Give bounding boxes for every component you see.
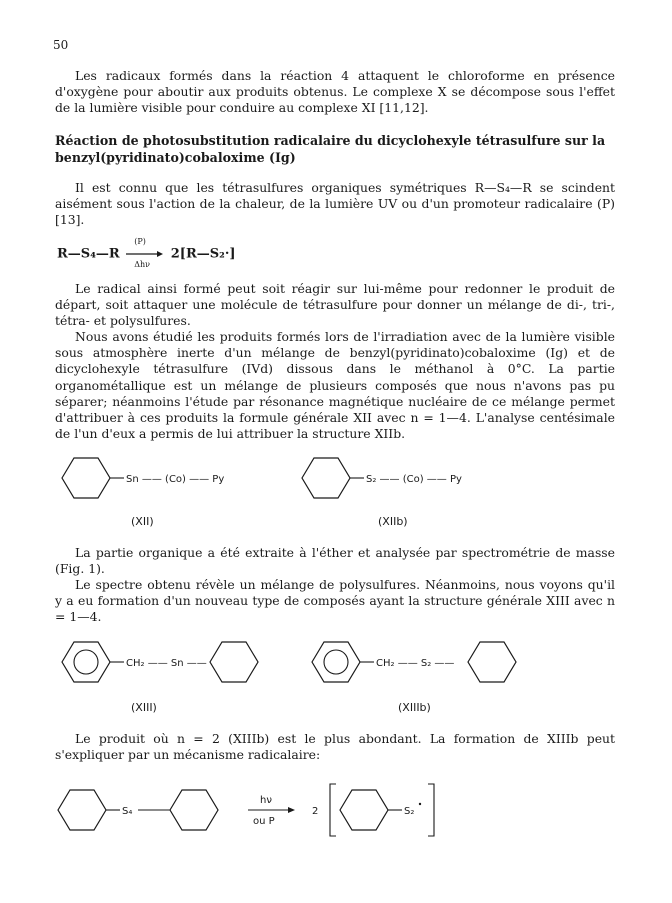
paragraph-7: Le produit où n = 2 (XIIIb) est le plus abondant. La formation de XIIIb peut s'expliquer par un mécanisme radicalaire: (55, 731, 615, 763)
structure-xiii (52, 634, 302, 694)
cyclohexane-ring-radical (340, 790, 388, 830)
label-xiii: (XIII) (131, 701, 157, 714)
paragraph-4: Nous avons étudié les produits formés lors de l'irradiation avec de la lumière visible sous atmosphère inerte d'un mélange de benzyl(pyridinato)cobaloxime (Ig) et de dicyclohexyle tétrasulfure (IVd) dissous dans le méthanol à 0°C. La partie organométallique est un mélange de plusieurs composés que nous n'avons pas pu séparer; néanmoins l'étude par résonance magnétique nucléaire de ce mélange permet d'attribuer à ces produits la formule générale XII avec n = 1—4. L'analyse centésimale de l'un d'eux a permis de lui attribuer la structure XIIb. (55, 329, 615, 442)
structure-xiiib-chain: CH₂ —— S₂ —— (376, 658, 455, 669)
mechanism-arrow-top: hν (260, 795, 272, 806)
scission-equation (57, 237, 236, 269)
paragraph-3: Le radical ainsi formé peut soit réagir sur lui-même pour redonner le produit de départ, soit attaquer une molécule de tétrasulfure pour donner un mélange de di-, tri-, tétra- et polysulfures. (55, 281, 615, 329)
mechanism-s2: S₂ (404, 806, 415, 817)
benzene-ring (62, 642, 110, 682)
equation-reactant: R—S₄—R (57, 246, 120, 262)
label-xiiib: (XIIIb) (398, 701, 431, 714)
paragraph-1: Les radicaux formés dans la réaction 4 attaquent le chloroforme en présence d'oxygène pour aboutir aux produits obtenus. Le complexe X se décompose sous l'effet de la lumière visible pour conduire au complexe XI [11,12]. (55, 68, 615, 116)
mechanism-scheme (50, 778, 470, 848)
mechanism-coefficient: 2 (312, 806, 319, 817)
reaction-arrow (124, 237, 166, 269)
page-number: 50 (53, 38, 69, 52)
label-xii: (XII) (131, 515, 154, 528)
mechanism-s4: S₄ (122, 806, 133, 817)
arrow-condition-top: (P) (134, 237, 146, 246)
paragraph-2: Il est connu que les tétrasulfures organiques symétriques R—S₄—R se scindent aisément sous l'action de la chaleur, de la lumière UV ou d'un promoteur radicalaire (P) [13]. (55, 180, 615, 228)
mechanism-arrow-bottom: ou P (253, 816, 275, 827)
structure-xiib-chain: S₂ —— (Co) —— Py (366, 474, 462, 485)
cyclohexane-ring (302, 458, 350, 498)
section-heading: Réaction de photosubstitution radicalaire du dicyclohexyle tétrasulfure sur la benzyl(pyridinato)cobaloxime (Ig) (55, 133, 606, 165)
cyclohexane-ring (210, 642, 258, 682)
arrow-condition-bottom: Δhν (134, 260, 151, 269)
cyclohexane-ring (468, 642, 516, 682)
structure-xii-chain: Sn —— (Co) —— Py (126, 474, 225, 485)
structure-xiii-chain: CH₂ —— Sn —— (126, 658, 207, 669)
benzene-ring (312, 642, 360, 682)
structure-xii (52, 450, 302, 510)
label-xiib: (XIIb) (378, 515, 408, 528)
paragraph-6: Le spectre obtenu révèle un mélange de polysulfures. Néanmoins, nous voyons qu'il y a eu formation d'un nouveau type de composés ayant la structure générale XIII avec n = 1—4. (55, 577, 615, 625)
structure-xiib (292, 450, 542, 510)
paragraph-5: La partie organique a été extraite à l'éther et analysée par spectrométrie de masse (Fig. 1). (55, 545, 615, 577)
structure-xiiib (302, 634, 552, 694)
cyclohexane-ring-left (58, 790, 106, 830)
equation-product: 2[R—S₂·] (170, 246, 236, 262)
cyclohexane-ring (62, 458, 110, 498)
cyclohexane-ring-right (170, 790, 218, 830)
